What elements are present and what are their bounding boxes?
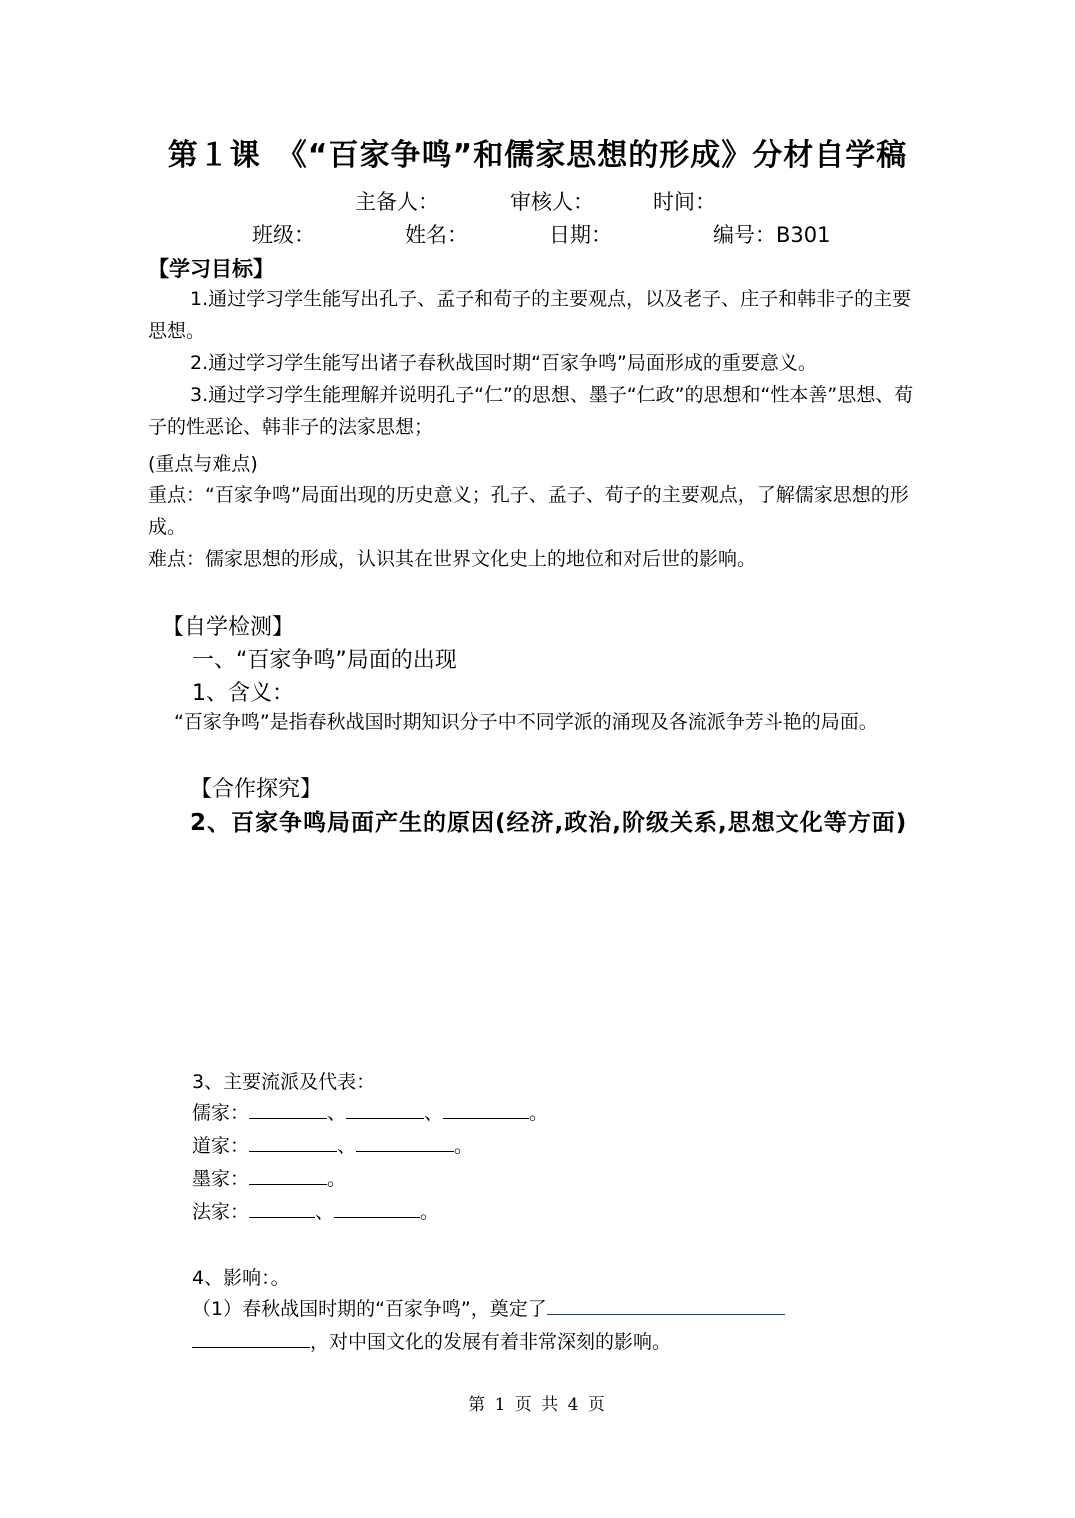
meaning-label: 1、含义： [192,681,294,706]
difficulty-text: 难点：儒家思想的形成，认识其在世界文化史上的地位和对后世的影响。 [148,548,757,570]
objectives-heading: 【学习目标】 [148,257,274,281]
period: 。 [420,1201,440,1223]
separator: 、 [327,1102,347,1124]
section-one-title: 一、“百家争鸣”局面的出现 [192,648,457,673]
number-label: 编号：B301 [713,223,831,247]
period: 。 [454,1135,474,1157]
mohist-label: 墨家： [192,1168,250,1190]
reviewer-label: 审核人： [510,190,594,214]
taoist-blank-2[interactable] [356,1131,454,1152]
confucian-label: 儒家： [192,1102,250,1124]
schools-heading: 3、主要流派及代表： [192,1071,376,1093]
influence-item-1-suffix: ，对中国文化的发展有着非常深刻的影响。 [310,1331,672,1353]
preparer-label: 主备人： [355,190,439,214]
confucian-blank-1[interactable] [249,1098,327,1119]
mohist-row [192,1163,346,1195]
page-title: 第１课 《“百家争鸣”和儒家思想的形成》分材自学稿 [167,138,908,173]
date-label: 日期： [549,223,612,247]
legalist-blank-1[interactable] [249,1197,315,1218]
key-point-text: 重点：“百家争鸣”局面出现的历史意义；孔子、孟子、荀子的主要观点，了解儒家思想的形成。 [148,484,909,538]
taoist-label: 道家： [192,1135,250,1157]
objective-item-3: 3.通过学习学生能理解并说明孔子“仁”的思想、墨子“仁政”的思想和“性本善”思想、荀子的性恶论、韩非子的法家思想； [148,384,914,438]
confucian-row [192,1097,548,1129]
cooperation-heading: 【合作探究】 [190,777,323,802]
legalist-row [192,1196,439,1228]
time-label: 时间： [653,190,716,214]
separator: 、 [315,1201,335,1223]
period: 。 [327,1168,347,1190]
key-points-label: (重点与难点) [148,453,258,475]
mohist-blank-1[interactable] [249,1164,327,1185]
objective-item-1: 1.通过学习学生能写出孔子、孟子和荀子的主要观点，以及老子、庄子和韩非子的主要思想。 [148,288,912,342]
objective-item-2: 2.通过学习学生能写出诸子春秋战国时期“百家争鸣”局面形成的重要意义。 [190,352,817,374]
name-label: 姓名： [405,223,468,247]
taoist-row [192,1130,473,1162]
page-footer: 第 1 页 共 4 页 [468,1395,607,1415]
separator: 、 [337,1135,357,1157]
period: 。 [529,1102,549,1124]
confucian-blank-3[interactable] [443,1098,529,1119]
influence-blank-1[interactable] [547,1294,785,1315]
influence-blank-2[interactable] [192,1327,310,1348]
meaning-text: “百家争鸣”是指春秋战国时期知识分子中不同学派的涌现及各流派争芳斗艳的局面。 [174,711,878,733]
influence-heading: 4、影响：。 [192,1267,290,1289]
question-2: 2、百家争鸣局面产生的原因(经济,政治,阶级关系,思想文化等方面) [190,810,908,836]
influence-item-1 [192,1293,785,1325]
legalist-label: 法家： [192,1201,250,1223]
class-label: 班级： [252,223,315,247]
self-check-heading: 【自学检测】 [162,615,295,640]
confucian-blank-2[interactable] [346,1098,424,1119]
separator: 、 [424,1102,444,1124]
influence-item-1-cont [192,1326,671,1358]
influence-item-1-prefix: （1）春秋战国时期的“百家争鸣”，奠定了 [192,1298,547,1320]
taoist-blank-1[interactable] [249,1131,337,1152]
legalist-blank-2[interactable] [334,1197,420,1218]
